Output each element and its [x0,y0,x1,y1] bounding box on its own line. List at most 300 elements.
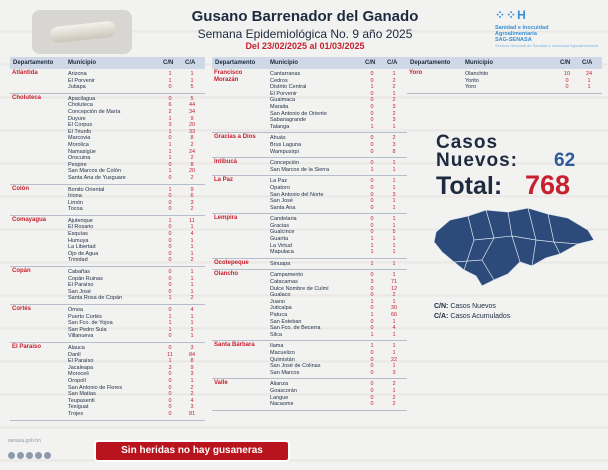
table-row [212,279,407,286]
department-group [10,216,205,267]
table-row [212,332,407,339]
table-row [212,223,407,230]
municipality: Langue [270,394,289,401]
accumulated-cases: 1 [392,166,396,173]
new-cases: 1 [168,141,172,148]
municipality: Ahuás [270,135,286,142]
new-cases: 0 [370,229,374,236]
municipality: Texiguat [68,404,89,411]
municipality: San Matías [68,391,96,398]
table-row [10,193,205,200]
twitter-icon[interactable] [17,452,24,459]
accumulated-cases: 8 [392,148,396,155]
table-row [10,251,205,258]
accumulated-cases: 33 [188,128,196,135]
new-cases: 0 [370,394,374,401]
new-cases: 0 [370,387,374,394]
table-row [10,122,205,129]
new-cases: 1 [370,242,374,249]
new-cases: 0 [370,325,374,332]
table-header [10,57,205,69]
table-row [212,261,407,268]
accumulated-cases: 30 [390,305,398,312]
new-cases: 0 [370,191,374,198]
accumulated-cases: 3 [392,141,396,148]
accumulated-cases: 1 [190,224,194,231]
municipality: Villanueva [68,333,94,340]
table-row [212,104,407,111]
municipality: La Libertad [68,244,96,251]
new-cases: 0 [370,381,374,388]
table-row [212,71,407,78]
accumulated-cases: 66 [390,312,398,318]
municipality: Ojo de Agua [68,250,99,257]
header-cn: C/N [560,60,571,66]
new-cases: 1 [168,186,172,193]
department-name: Francisco Morazán [214,70,243,83]
municipality: Jacaleapa [68,364,94,371]
accumulated-cases: 34 [188,108,196,115]
municipality: Jutiapa [68,84,86,91]
new-cases: 0 [168,397,172,404]
table-row [10,391,205,398]
total-value: 768 [525,170,571,200]
municipality: Apacilagua [68,95,96,102]
new-cases: 0 [370,318,374,325]
new-cases: 0 [168,193,172,200]
department-name: La Paz [214,177,234,184]
new-cases: 3 [168,364,172,371]
new-cases: 0 [370,349,374,356]
municipality: Gualcince [270,229,295,236]
municipality: Gracias [270,222,289,229]
new-cases: 0 [370,160,374,167]
municipality: Macuelizo [270,349,295,356]
new-cases: 0 [370,135,374,142]
table-row [10,84,205,91]
new-cases-value: 62 [554,150,576,171]
department-name: Ocotepeque [214,259,249,266]
table-row [212,198,407,205]
table-row [10,282,205,289]
accumulated-cases: 1 [392,318,396,325]
table-row [10,269,205,276]
accumulated-cases: 1 [190,377,194,384]
accumulated-cases: 2 [190,257,194,264]
new-cases: 0 [370,117,374,124]
accumulated-cases: 3 [190,344,194,351]
table-row [212,272,407,279]
new-cases: 0 [168,333,172,340]
municipality: Moroceli [68,371,89,378]
municipality: Marcovia [68,135,91,142]
table-row [10,102,205,109]
accumulated-cases: 3 [392,117,396,124]
municipality: Duyure [68,115,86,122]
new-cases: 0 [370,216,374,223]
department-group [212,176,407,214]
new-cases: 0 [370,77,374,84]
table-row [212,78,407,85]
new-cases: 2 [168,108,172,115]
table-row [10,155,205,162]
table-row [10,371,205,378]
table-row [407,78,602,85]
new-cases: 0 [370,178,374,185]
accumulated-cases: 2 [392,381,396,388]
cases-table-column-3 [407,57,602,94]
table-row [212,160,407,167]
municipality: Tocoa [68,206,83,213]
table-header [212,57,407,69]
table-row [10,276,205,283]
table-row [10,206,205,213]
municipality: Choluteca [68,102,93,109]
municipality: Trojes [68,410,84,417]
table-row [212,142,407,149]
table-row [212,97,407,104]
accumulated-cases: 11 [189,217,195,224]
municipality: El Corpus [68,122,93,129]
municipality: Catacamas [270,279,298,286]
department-name: Copán [12,268,31,275]
accumulated-cases: 5 [392,229,396,236]
accumulated-cases: 8 [190,135,194,142]
table-row [10,333,205,340]
new-cases: 0 [168,95,172,102]
new-cases: 0 [370,103,374,110]
table-header [407,57,602,69]
department-name: Olancho [214,271,239,278]
table-row [212,388,407,395]
new-cases: 1 [168,295,172,302]
accumulated-cases: 2 [392,97,396,104]
municipality: San José [68,288,91,295]
accumulated-cases: 5 [190,84,194,91]
department-name: Yoro [409,70,423,76]
table-row [10,135,205,142]
accumulated-cases: 1 [190,237,194,244]
web-icon[interactable] [44,452,51,459]
accumulated-cases: 3 [392,369,396,376]
new-cases: 0 [168,307,172,313]
table-row [10,149,205,156]
accumulated-cases: 1 [392,349,396,356]
accumulated-cases: 84 [188,351,196,358]
municipality: Cedros [270,77,288,84]
new-cases: 6 [168,102,172,109]
accumulated-cases: 1 [190,333,194,340]
municipality: Orocuina [68,155,91,162]
new-cases: 0 [370,184,374,191]
new-cases: 1 [370,343,374,350]
new-cases: 1 [168,168,172,175]
municipality: San Antonio del Norte [270,191,324,198]
municipality: San Esteban [270,318,302,325]
table-row [212,363,407,370]
cases-table-column-1 [10,57,205,421]
new-cases: 0 [370,401,374,408]
department-name: Lempira [214,215,238,222]
department-name: Valle [214,380,228,387]
department-name: Intibucá [214,159,238,166]
municipality: Juano [270,298,285,305]
table-row [10,398,205,405]
accumulated-cases: 1 [190,275,194,282]
department-name: Cortés [12,306,32,312]
table-row [10,327,205,334]
new-cases: 0 [168,237,172,244]
department-group [212,69,407,133]
accumulated-cases: 3 [392,103,396,110]
table-row [212,149,407,156]
instagram-icon[interactable] [26,452,33,459]
accumulated-cases: 2 [190,141,194,148]
table-row [10,352,205,359]
header-dept: Departamento [410,60,451,66]
municipality: Candelaria [270,216,297,223]
municipality: Juticalpa [270,305,292,312]
municipality: El Triunfo [68,128,92,135]
new-cases: 0 [168,269,172,276]
department-group [10,69,205,94]
accumulated-cases: 1 [587,77,591,84]
new-cases: 0 [370,110,374,117]
accumulated-cases: 1 [392,222,396,229]
new-cases: 10 [563,71,571,77]
municipality: Distrito Central [270,84,307,91]
accumulated-cases: 12 [390,285,398,292]
accumulated-cases: 1 [392,242,396,249]
department-name: Santa Bárbara [214,342,255,349]
accumulated-cases: 1 [392,71,396,77]
accumulated-cases: 2 [190,174,194,181]
new-cases: 1 [168,148,172,155]
table-row [212,343,407,350]
accumulated-cases: 3 [392,191,396,198]
facebook-icon[interactable] [8,452,15,459]
accumulated-cases: 2 [392,292,396,299]
new-cases: 0 [168,231,172,238]
new-cases: 0 [168,244,172,251]
municipality: Bonito Oriental [68,186,105,193]
municipality: Limón [68,199,83,206]
municipality: Santa Ana de Yusguare [68,174,126,181]
accumulated-cases: 1 [190,320,194,327]
new-cases: 0 [168,84,172,91]
accumulated-cases: 4 [190,307,194,313]
accumulated-cases: 4 [190,231,194,238]
municipality: San Marcos de Colón [68,168,121,175]
municipality: Campamento [270,272,304,279]
new-cases: 1 [168,128,172,135]
accumulated-cases: 1 [190,313,194,320]
accumulated-cases: 1 [392,184,396,191]
accumulated-cases: 2 [190,391,194,398]
table-row [10,231,205,238]
new-cases: 0 [168,275,172,282]
municipality: Quimistán [270,356,295,363]
municipality: Nacaome [270,401,294,408]
table-row [10,244,205,251]
new-cases: 1 [168,217,172,224]
new-cases: 0 [370,204,374,211]
accumulated-cases: 2 [392,110,396,117]
table-row [212,286,407,293]
screwworm-larva-photo [32,10,132,54]
municipality: San Fco. de Yojoa [68,320,113,327]
new-cases: 0 [565,84,569,91]
department-group [212,341,407,379]
department-name: Comayagua [12,216,47,223]
table-row [10,404,205,411]
new-cases: 0 [370,272,374,279]
table-row [10,218,205,225]
department-group [10,267,205,305]
agency-fullname: Servicio Nacional de Sanidad e Inocuidad Agroalimentaria [495,43,598,48]
table-row [212,395,407,402]
table-row [212,305,407,312]
table-row [10,129,205,136]
municipality: Opatoro [270,184,290,191]
municipality: Danlí [68,351,81,358]
accumulated-cases: 1 [190,71,194,77]
table-row [10,365,205,372]
new-cases: 1 [370,166,374,173]
accumulated-cases: 20 [188,168,196,175]
accumulated-cases: 1 [190,77,194,84]
new-cases: 1 [168,326,172,333]
new-cases: 1 [168,115,172,122]
youtube-icon[interactable] [35,452,42,459]
table-row [212,312,407,319]
accumulated-cases: 2 [392,84,396,91]
table-row [10,385,205,392]
table-row [10,142,205,149]
header-ca: C/A [387,60,398,66]
municipality: El Paraíso [68,358,94,365]
table-row [212,350,407,357]
new-cases: 3 [168,122,172,129]
table-row [212,319,407,326]
new-cases: 0 [168,224,172,231]
municipality: San Marcos [270,369,300,376]
header-ca: C/A [185,60,196,66]
new-cases: 0 [370,141,374,148]
municipality: Pespire [68,161,87,168]
municipality: Santa Rosa de Copán [68,295,123,302]
table-row [212,299,407,306]
municipality: Cantarranas [270,71,301,77]
municipality: Concepción [270,160,300,167]
table-row [10,238,205,245]
new-cases: 0 [370,356,374,363]
report-subtitle: Semana Epidemiológica No. 9 año 2025 [197,27,413,41]
accumulated-cases: 2 [392,394,396,401]
accumulated-cases: 8 [190,161,194,168]
accumulated-cases: 71 [390,279,398,286]
honduras-shape [434,208,594,286]
municipality: Wampusirpi [270,148,299,155]
municipality: Maraita [270,103,289,110]
table-row [407,84,602,91]
municipality: Teupasenti [68,397,95,404]
header-dept: Departamento [215,60,256,66]
table-row [407,71,602,78]
social-handle: senasa.gob.hn [8,438,41,444]
new-cases: 1 [370,123,374,130]
new-cases: 0 [370,363,374,370]
table-row [10,96,205,103]
accumulated-cases: 2 [190,295,194,302]
municipality: Namasigüe [68,148,96,155]
accumulated-cases: 22 [390,356,398,363]
accumulated-cases: 20 [188,122,196,129]
accumulated-cases: 2 [392,77,396,84]
new-cases: 1 [168,71,172,77]
cases-table-column-2 [212,57,407,411]
municipality: Arizona [68,71,87,77]
new-cases: 0 [370,198,374,205]
municipality: Yoro [465,84,477,91]
municipality: Alauca [68,344,85,351]
new-cases: 0 [168,344,172,351]
new-cases: 0 [168,250,172,257]
new-cases: 1 [168,358,172,365]
accumulated-cases: 1 [190,250,194,257]
accumulated-cases: 2 [190,206,194,213]
accumulated-cases: 1 [392,331,396,338]
department-group [212,259,407,271]
new-cases: 1 [370,331,374,338]
legend-new-cases: C/N: Casos Nuevos [434,303,496,310]
department-name: El Paraíso [12,343,42,350]
accumulated-cases: 1 [392,363,396,370]
new-cases-label-2: Nuevos: [436,150,518,171]
table-row [10,257,205,264]
municipality: Gualaco [270,292,291,299]
new-cases: 0 [168,135,172,142]
accumulated-cases: 44 [188,102,196,109]
department-group [10,94,205,185]
municipality: Esquías [68,231,88,238]
accumulated-cases: 1 [190,326,194,333]
municipality: Omoa [68,307,83,313]
table-row [10,78,205,85]
agency-mark: ⁘⁘H [495,8,527,22]
municipality: Yorito [465,77,479,84]
new-cases: 0 [565,77,569,84]
department-group [212,214,407,259]
municipality: Talanga [270,123,290,130]
municipality: Guaimaca [270,97,296,104]
accumulated-cases: 1 [392,387,396,394]
table-row [10,71,205,78]
new-cases: 0 [370,71,374,77]
new-cases: 0 [370,222,374,229]
report-dates: Del 23/02/2025 al 01/03/2025 [245,41,365,51]
accumulated-cases: 3 [190,371,194,378]
accumulated-cases: 2 [190,155,194,162]
table-row [212,111,407,118]
new-cases: 1 [370,312,374,318]
table-row [212,205,407,212]
municipality: Ajuterique [68,217,93,224]
table-row [10,116,205,123]
accumulated-cases: 1 [392,178,396,185]
municipality: San Fco. de Becerra [270,325,321,332]
table-row [212,117,407,124]
